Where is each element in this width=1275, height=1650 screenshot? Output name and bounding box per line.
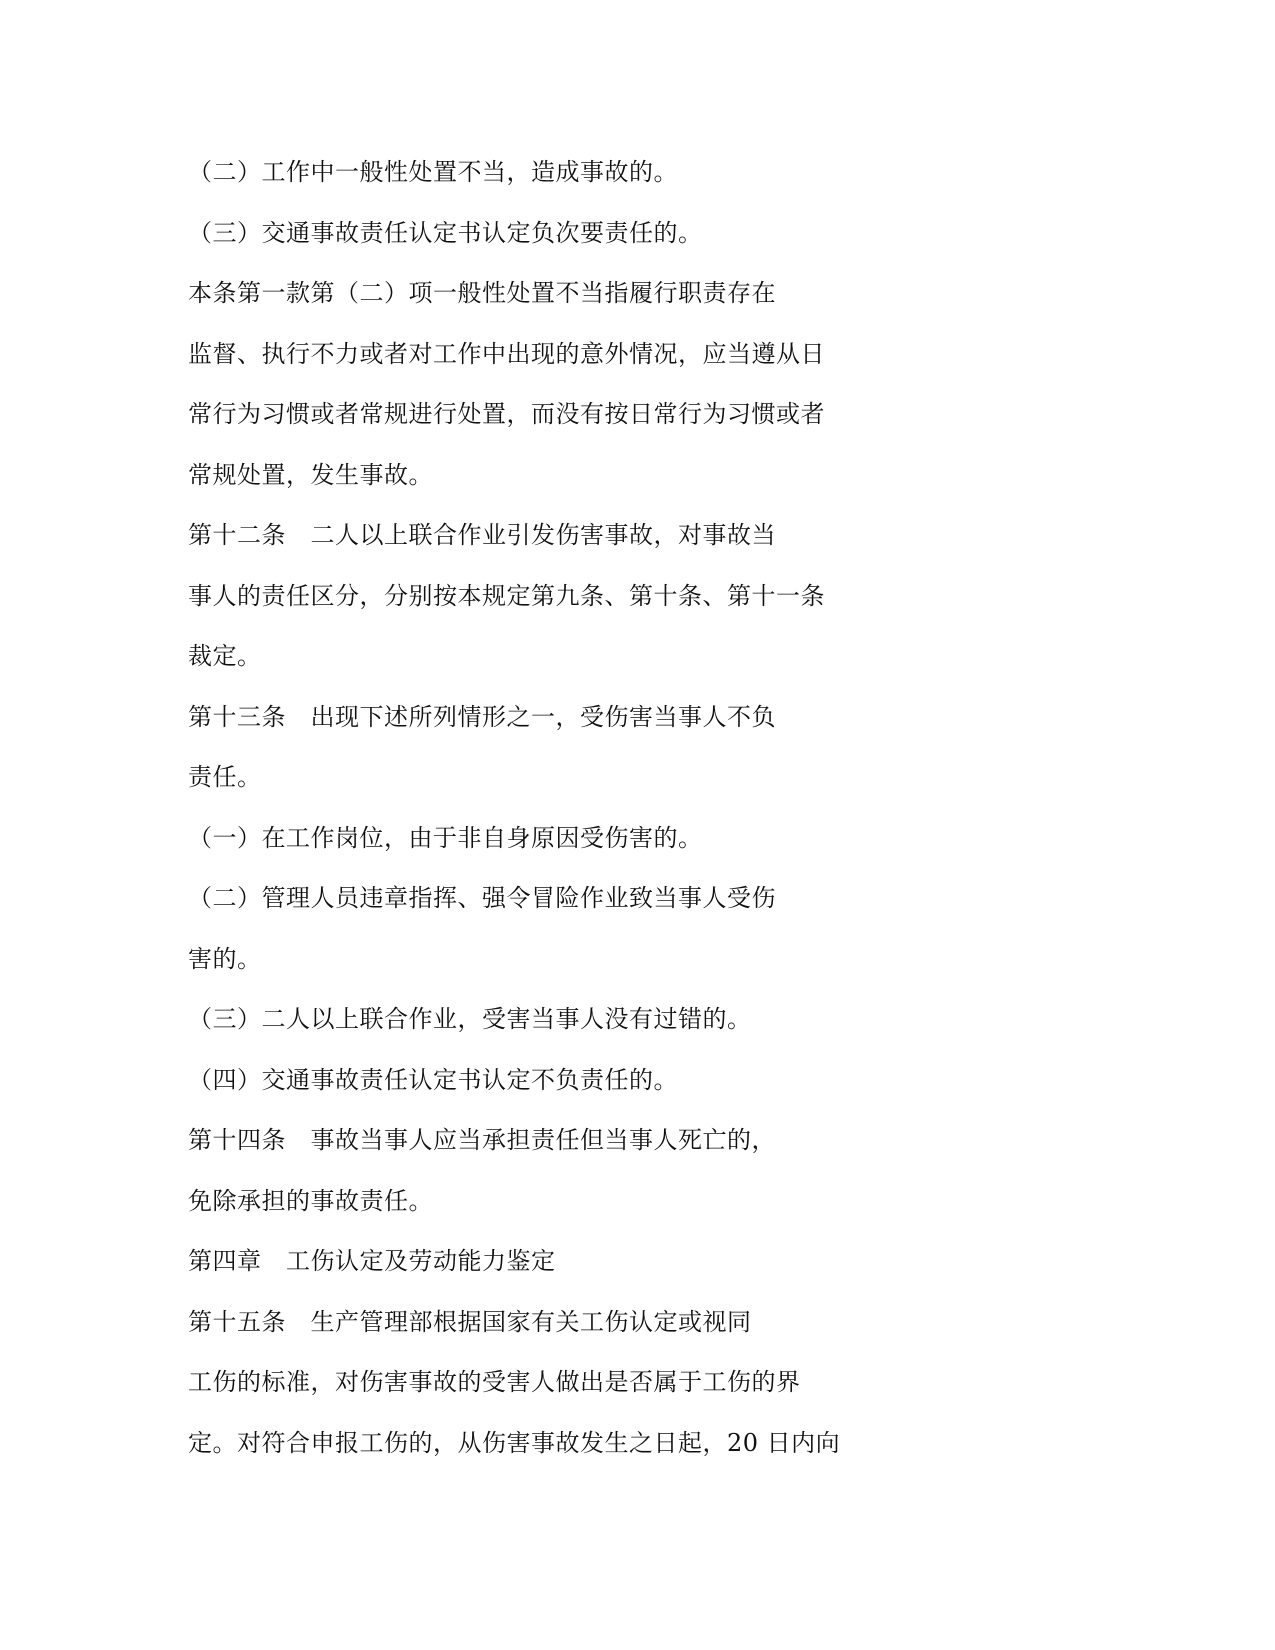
text-line: 裁定。	[188, 642, 262, 670]
text-line: （二）管理人员违章指挥、强令冒险作业致当事人受伤	[188, 884, 776, 912]
text-line: 害的。	[188, 944, 262, 973]
text-line: 工伤的标准，对伤害事故的受害人做出是否属于工伤的界	[188, 1368, 801, 1396]
article-heading-line: 第十四条 事故当事人应当承担责任但当事人死亡的，	[188, 1126, 776, 1154]
article-heading-line: 第十二条 二人以上联合作业引发伤害事故，对事故当	[188, 521, 776, 549]
text-line: （二）工作中一般性处置不当，造成事故的。	[188, 158, 678, 186]
chapter-heading-line: 第四章 工伤认定及劳动能力鉴定	[188, 1247, 556, 1275]
article-heading-line: 第十三条 出现下述所列情形之一，受伤害当事人不负	[188, 702, 776, 731]
text-line: 免除承担的事故责任。	[188, 1186, 433, 1215]
document-body	[188, 142, 908, 1473]
article-heading-line: 第十五条 生产管理部根据国家有关工伤认定或视同	[188, 1307, 752, 1336]
text-line: （三）交通事故责任认定书认定负次要责任的。	[188, 218, 703, 247]
text-line: （四）交通事故责任认定书认定不负责任的。	[188, 1065, 678, 1094]
text-line: （一）在工作岗位，由于非自身原因受伤害的。	[188, 823, 703, 852]
text-line: 事人的责任区分，分别按本规定第九条、第十条、第十一条	[188, 581, 825, 610]
text-line: （三）二人以上联合作业，受害当事人没有过错的。	[188, 1005, 752, 1033]
text-line: 定。对符合申报工伤的，从伤害事故发生之日起，20 日内向	[188, 1428, 841, 1457]
text-line: 责任。	[188, 763, 262, 791]
text-line: 本条第一款第（二）项一般性处置不当指履行职责存在	[188, 279, 776, 307]
text-line: 常行为习惯或者常规进行处置，而没有按日常行为习惯或者	[188, 400, 825, 428]
text-line: 常规处置，发生事故。	[188, 460, 433, 489]
text-line: 监督、执行不力或者对工作中出现的意外情况，应当遵从日	[188, 339, 825, 368]
